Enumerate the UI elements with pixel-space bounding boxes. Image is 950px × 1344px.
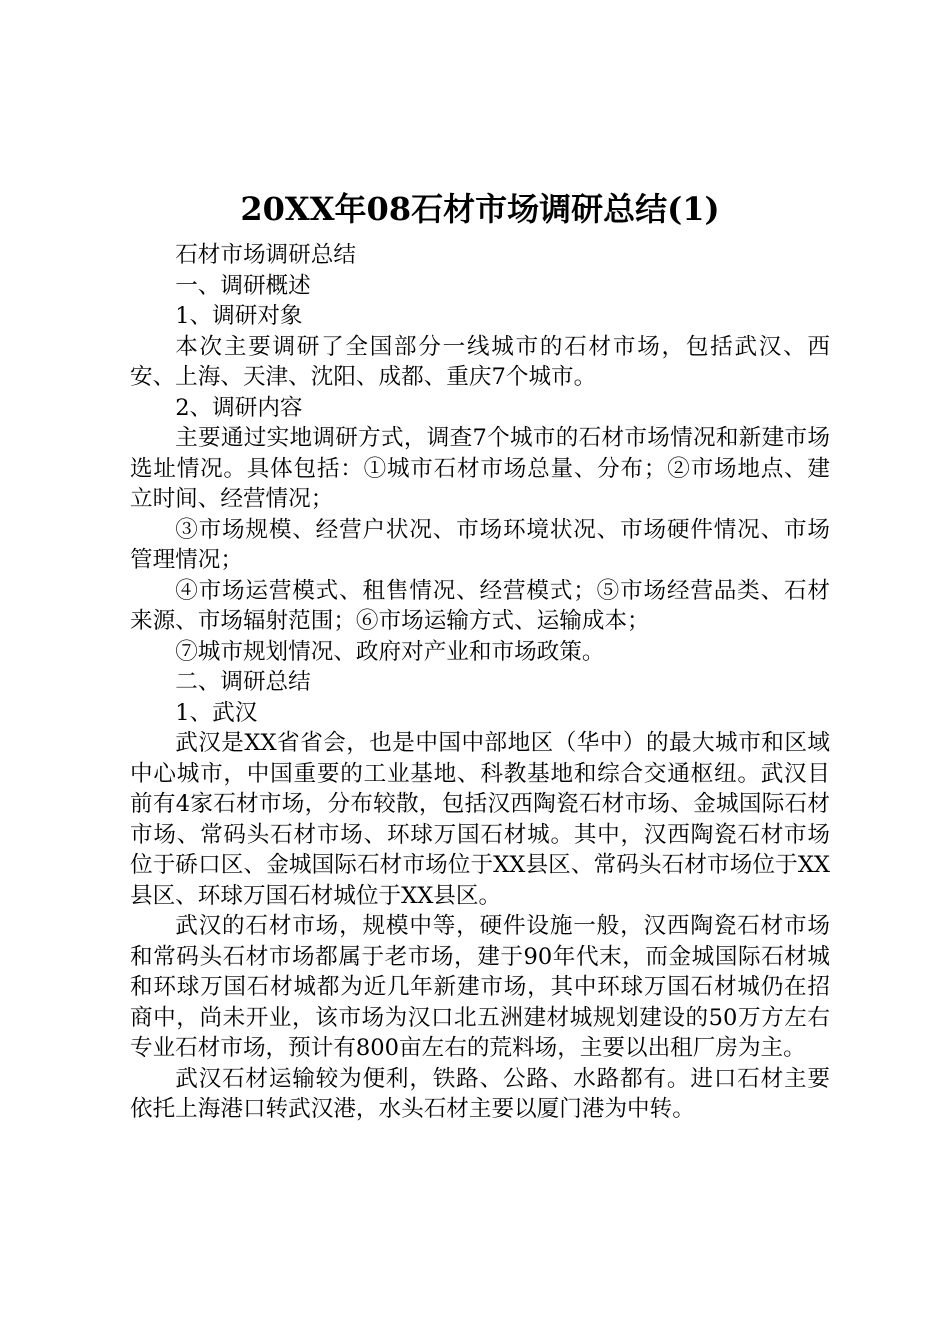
- section-heading: 二、调研总结: [175, 669, 311, 695]
- subsection-heading: 2、调研内容: [175, 394, 303, 421]
- paragraph: ③市场规模、经营户状况、市场环境状况、市场硬件情况、市场管理情况；: [130, 516, 830, 573]
- paragraph: 武汉的石材市场，规模中等，硬件设施一般，汉西陶瓷石材市场和常码头石材市场都属于老市场，建于90年代末，而金城国际石材城和环球万国石材城都为近几年新建市场，其中环球万国石材城仍在招商中，尚未开业，该市场为汉口北五洲建材城规划建设的50万方左右专业石材市场，预计有800亩左右的荒料场，主要以出租厂房为主。: [130, 913, 830, 1061]
- paragraph: 石材市场调研总结: [175, 242, 356, 268]
- subsection-heading: 1、武汉: [175, 699, 258, 726]
- paragraph: 本次主要调研了全国部分一线城市的石材市场，包括武汉、西安、上海、天津、沈阳、成都、重庆7个城市。: [130, 333, 830, 390]
- document-page: [130, 182, 830, 1125]
- paragraph: ④市场运营模式、租售情况、经营模式；⑤市场经营品类、石材来源、市场辐射范围；⑥市场运输方式、运输成本；: [130, 577, 830, 634]
- subsection-heading: 1、调研对象: [175, 303, 303, 329]
- paragraph: 武汉是XX省省会，也是中国中部地区（华中）的最大城市和区域中心城市，中国重要的工业基地、科教基地和综合交通枢纽。武汉目前有4家石材市场，分布较散，包括汉西陶瓷石材市场、金城国际石材市场、常码头石材市场、环球万国石材城。其中，汉西陶瓷石材市场位于硚口区、金城国际石材市场位于XX县区、常码头石材市场位于XX县区、环球万国石材城位于XX县区。: [130, 730, 830, 909]
- paragraph: 主要通过实地调研方式，调查7个城市的石材市场情况和新建市场选址情况。具体包括：①城市石材市场总量、分布；②市场地点、建立时间、经营情况；: [130, 425, 830, 512]
- section-heading: 一、调研概述: [175, 272, 311, 299]
- paragraph: 武汉石材运输较为便利，铁路、公路、水路都有。进口石材主要依托上海港口转武汉港，水头石材主要以厦门港为中转。: [130, 1065, 830, 1122]
- paragraph: ⑦城市规划情况、政府对产业和市场政策。: [175, 638, 605, 665]
- document-title: 20XX年08石材市场调研总结(1): [240, 190, 720, 228]
